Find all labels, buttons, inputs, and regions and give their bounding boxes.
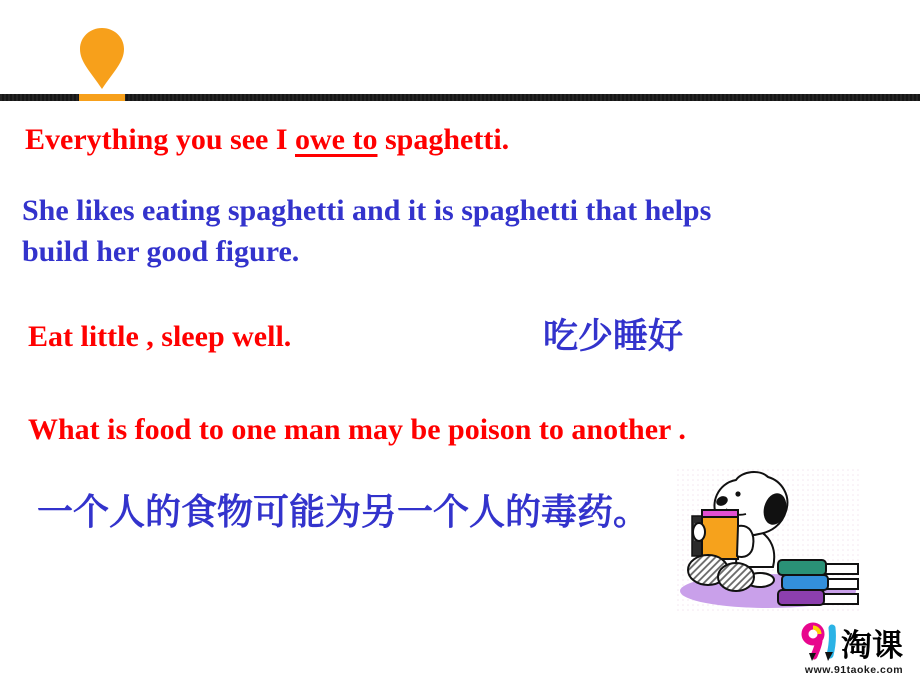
quote2-line1: She likes eating spaghetti and it is spaghetti that helps: [22, 194, 712, 227]
book-stack: [778, 560, 858, 605]
quote-eat-little-chinese: 吃少睡好: [543, 317, 684, 356]
orange-book-cover: [702, 517, 738, 559]
quote2-line2: build her good figure.: [22, 235, 300, 268]
quote-owe-to-spaghetti: [25, 119, 509, 160]
quote-eat-little-sleep-well: Eat little , sleep well.: [28, 320, 292, 353]
taoke-logo: [793, 621, 915, 676]
snoopy-reading-image: [676, 468, 862, 614]
quote-she-likes-spaghetti: [22, 190, 711, 272]
quote1-underlined-phrase: owe to: [295, 123, 378, 156]
logo-91-icon: [799, 621, 909, 663]
quote-food-poison: What is food to one man may be poison to another .: [28, 413, 686, 446]
logo-brand-text: 淘课: [841, 628, 903, 663]
orange-teardrop-icon: [79, 27, 125, 90]
quote1-prefix: Everything you see I: [25, 123, 295, 156]
logo-website-url: www.91taoke.com: [804, 664, 904, 676]
quote1-suffix: spaghetti.: [377, 123, 510, 156]
quote-food-poison-chinese: 一个人的食物可能为另一个人的毒药。: [37, 491, 650, 532]
divider-bar-accent: [79, 94, 125, 101]
divider-bar: [0, 94, 920, 101]
snoopy-foot: [718, 563, 754, 591]
